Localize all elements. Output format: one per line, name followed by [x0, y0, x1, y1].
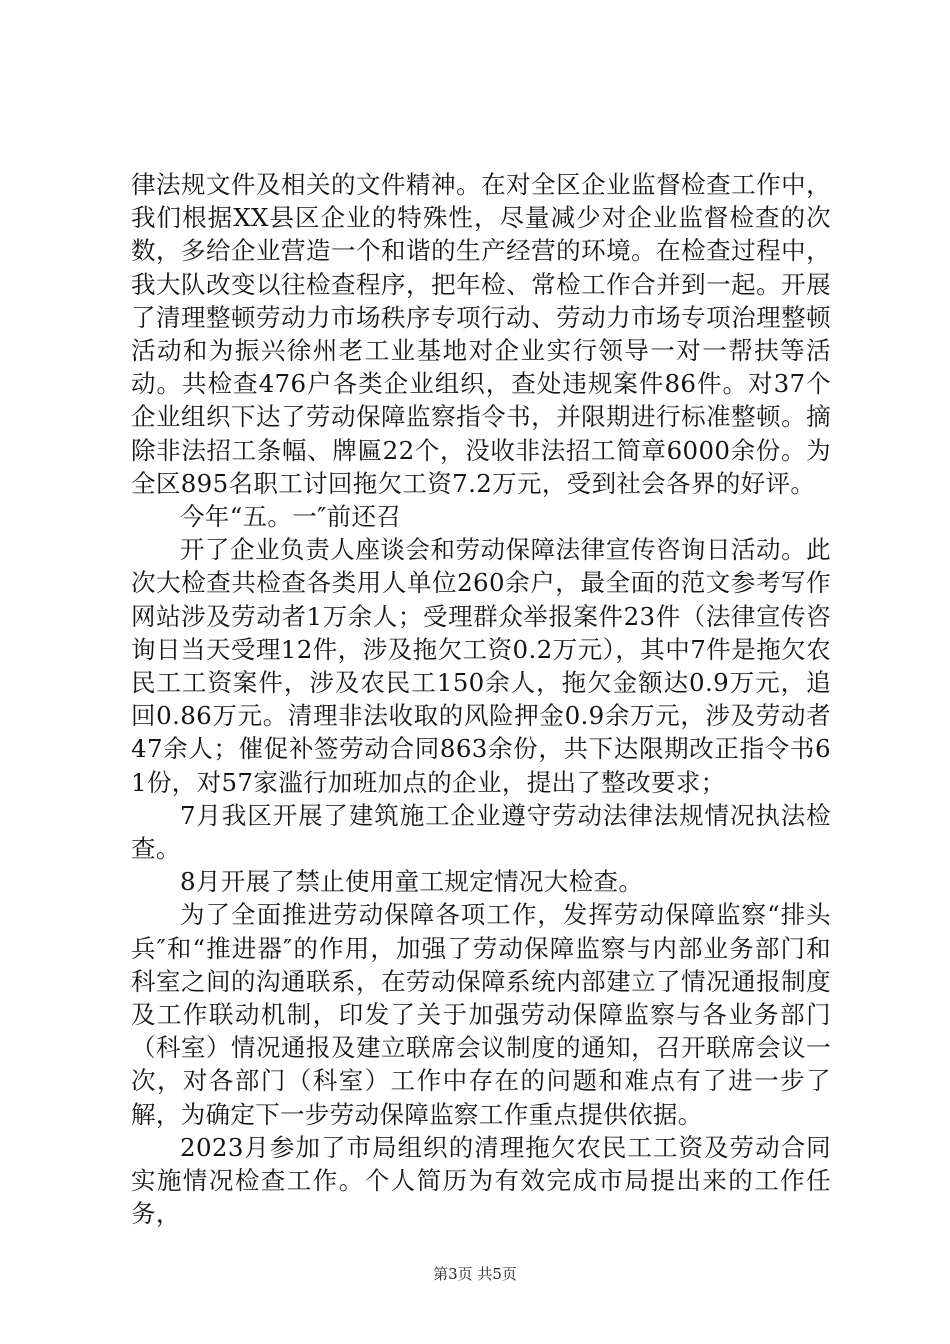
paragraph-continued: 律法规文件及相关的文件精神。在对全区企业监督检查工作中，我们根据XX县区企业的特殊性，尽量减少对企业监督检查的次数，多给企业营造一个和谐的生产经营的环境。在检查过程中，我大队改变以往检查程序，把年检、常检工作合并到一起。开展了清理整顿劳动力市场秩序专项行动、劳动力市场专项治理整顿活动和为振兴徐州老工业基地对企业实行领导一对一帮扶等活动。共检查476户各类企业组织，查处违规案件86件。对37个企业组织下达了劳动保障监察指令书，并限期进行标准整顿。摘除非法招工条幅、牌匾22个，没收非法招工简章6000余份。为全区895名职工讨回拖欠工资7.2万元，受到社会各界的好评。	[131, 170, 831, 498]
document-body	[131, 168, 831, 1231]
paragraph-may-day: 今年“五。一″前还召	[180, 502, 402, 532]
paragraph-august-inspection: 8月开展了禁止使用童工规定情况大检查。	[180, 867, 644, 897]
paragraph-july-inspection: 7月我区开展了建筑施工企业遵守劳动法律法规情况执法检查。	[131, 800, 831, 864]
paragraph-coordination: 为了全面推进劳动保障各项工作，发挥劳动保障监察“排头兵″和“推进器″的作用，加强了劳动保障监察与内部业务部门和科室之间的沟通联系，在劳动保障系统内部建立了情况通报制度及工作联动机制，印发了关于加强劳动保障监察与各业务部门（科室）情况通报及建立联席会议制度的通知，召开联席会议一次，对各部门（科室）工作中存在的问题和难点有了进一步了解，为确定下一步劳动保障监察工作重点提供依据。	[131, 900, 831, 1129]
page-footer: 第3页 共5页	[433, 1265, 517, 1283]
paragraph-inspection-results: 开了企业负责人座谈会和劳动保障法律宣传咨询日活动。此次大检查共检查各类用人单位260余户，最全面的范文参考写作网站涉及劳动者1万余人；受理群众举报案件23件（法律宣传咨询日当天受理12件，涉及拖欠工资0.2万元），其中7件是拖欠农民工工资案件，涉及农民工150余人，拖欠金额达0.9万元，追回0.86万元。清理非法收取的风险押金0.9余万元，涉及劳动者47余人；催促补签劳动合同863余份，共下达限期改正指令书61份，对57家滥行加班加点的企业，提出了整改要求；	[131, 535, 831, 797]
paragraph-city-bureau: 2023月参加了市局组织的清理拖欠农民工工资及劳动合同实施情况检查工作。个人简历为有效完成市局提出来的工作任务，	[131, 1132, 831, 1229]
